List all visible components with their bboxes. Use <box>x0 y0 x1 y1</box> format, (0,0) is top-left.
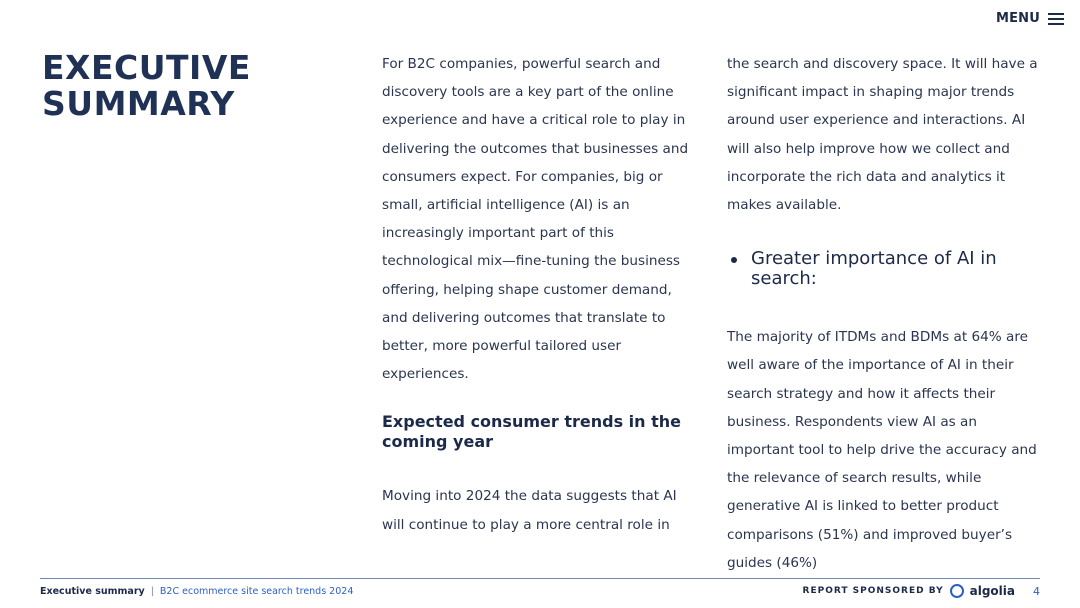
footer-section-link[interactable]: Executive summary <box>40 586 145 597</box>
trends-paragraph: Moving into 2024 the data suggests that AI will continue to play a more central role in <box>382 488 677 533</box>
bullet-heading: Greater importance of AI in search: <box>751 248 997 290</box>
hamburger-icon <box>1048 13 1064 25</box>
footer-separator: | <box>150 586 154 597</box>
section-heading: Expected consumer trends in the coming year <box>382 412 681 452</box>
continuation-paragraph: the search and discovery space. It will have a significant impact in shaping major trends around user experience and interactions. AI will also help improve how we collect and incorporate the rich data and analytics it makes available. <box>727 56 1038 214</box>
intro-paragraph: For B2C companies, powerful search and discovery tools are a key part of the online experience and have a critical role to play in delivering the outcomes that businesses and consumers expect. For companies, big or small, artificial intelligence (AI) is an increasingly important part of this technological mix—fine-tuning the business offering, helping shape customer demand, and delivering outcomes that translate to better, more powerful tailored user experiences. <box>382 56 689 383</box>
algolia-logo-icon <box>950 584 964 598</box>
footer-divider <box>40 578 1040 579</box>
ai-importance-paragraph: The majority of ITDMs and BDMs at 64% are well aware of the importance of AI in their search strategy and how it affects their business. Respondents view AI as an important tool to help drive the accuracy and the relevance of search results, while generative AI is linked to better product comparisons (51%) and improved buyer’s guides (46%) <box>727 329 1037 571</box>
sponsor-name: algolia <box>969 584 1015 598</box>
page-number: 4 <box>1033 584 1040 598</box>
bullet-icon <box>731 257 737 263</box>
menu-label: MENU <box>995 11 1040 26</box>
column-left <box>382 50 692 539</box>
title-line-1: EXECUTIVE <box>42 48 251 87</box>
footer-report-title: B2C ecommerce site search trends 2024 <box>159 586 354 597</box>
sponsor-label: REPORT SPONSORED BY <box>802 586 944 596</box>
column-right <box>727 50 1047 577</box>
footer-breadcrumb <box>40 586 353 597</box>
title-line-2: SUMMARY <box>42 84 235 123</box>
page-title <box>42 50 302 122</box>
menu-button[interactable] <box>996 11 1064 26</box>
footer-sponsor <box>803 584 1040 598</box>
bullet-item <box>727 241 1047 289</box>
